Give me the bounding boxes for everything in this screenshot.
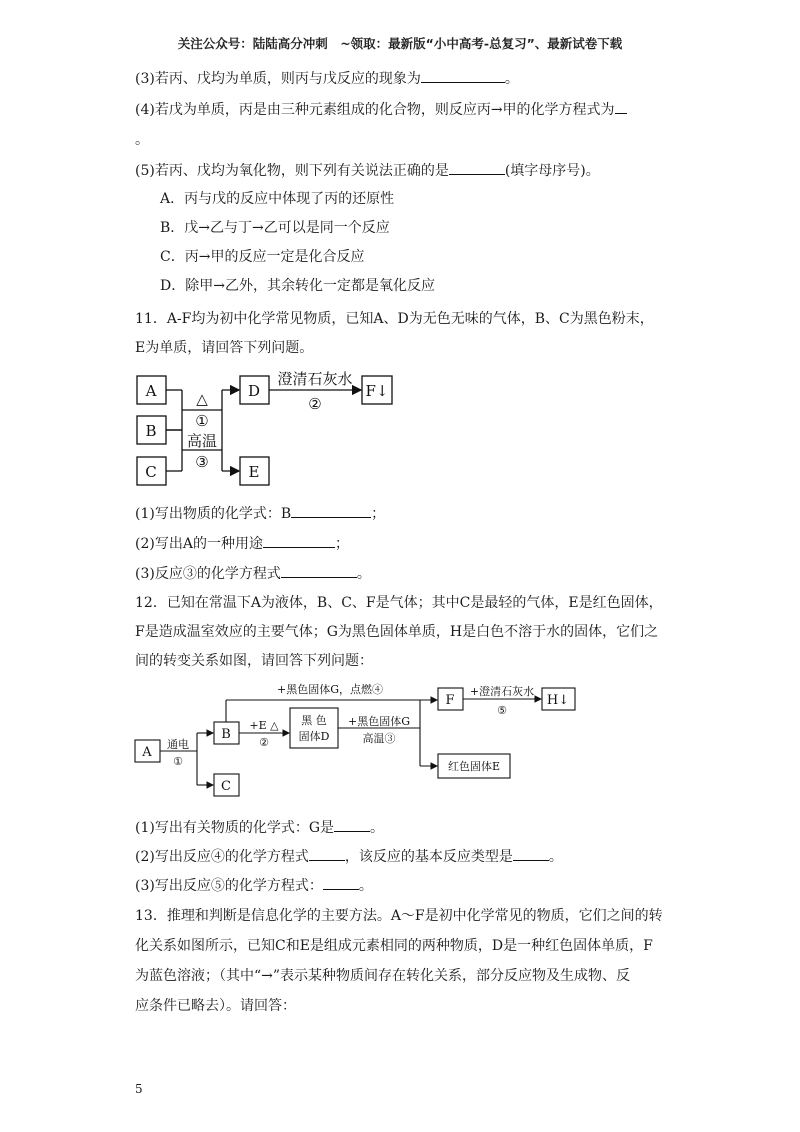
q12-stem-line1: 12．已知在常温下A为液体，B、C、F是气体；其中C是最轻的气体，E是红色固体， — [135, 595, 663, 611]
answer-blank[interactable] — [263, 533, 335, 548]
q12-label-b: B — [221, 727, 231, 742]
q11-label-e: E — [248, 463, 260, 481]
q12-label-d-line2: 固体D — [298, 730, 330, 743]
q12-step1: ① — [173, 755, 183, 768]
q11-part3-text: (3)反应③的化学方程式 — [135, 566, 281, 582]
q10-option-b: B．戊→乙与丁→乙可以是同一个反应 — [160, 220, 390, 236]
q12-label-c: C — [221, 779, 231, 794]
q13-stem-line2: 化关系如图所示，已知C和E是组成元素相同的两种物质，D是一种红色固体单质，F — [135, 938, 653, 954]
answer-blank[interactable] — [421, 68, 505, 83]
q12-label-d-line1: 黑 色 — [301, 714, 327, 727]
q11-diagram — [130, 366, 400, 492]
answer-blank[interactable] — [615, 99, 627, 114]
q11-part3 — [135, 563, 371, 584]
q10-option-d: D．除甲→乙外，其余转化一定都是氧化反应 — [160, 278, 435, 294]
q10-part4-text: (4)若戊为单质，丙是由三种元素组成的化合物，则反应丙→甲的化学方程式为 — [135, 102, 615, 118]
q12-stem-line3: 间的转变关系如图，请回答下列问题： — [135, 653, 373, 669]
q12-part2-end: 。 — [548, 849, 563, 865]
q12-part1 — [135, 817, 384, 838]
q12-high-temp: 高温③ — [362, 732, 396, 745]
q11-part3-end: 。 — [356, 566, 371, 582]
answer-blank[interactable] — [323, 875, 359, 890]
q10-part5-text: (5)若丙、戊均为氧化物，则下列有关说法正确的是 — [135, 163, 449, 179]
answer-blank[interactable] — [281, 563, 357, 578]
q10-part5-end: (填字母序号)。 — [504, 163, 600, 179]
answer-blank[interactable] — [291, 503, 371, 518]
q12-electrolysis: 通电 — [167, 738, 189, 751]
q11-label-b: B — [145, 422, 157, 440]
q12-label-h: H↓ — [546, 693, 570, 708]
answer-blank[interactable] — [334, 817, 370, 832]
q11-label-d: D — [247, 382, 261, 400]
q11-label-c: C — [145, 463, 157, 481]
q12-label-a: A — [142, 745, 152, 760]
q12-diagram — [130, 678, 590, 802]
answer-blank[interactable] — [309, 846, 345, 861]
q11-high-temp: 高温 — [186, 432, 218, 450]
q12-plus-e: +E △ — [249, 719, 279, 732]
q10-option-c: C．丙→甲的反应一定是化合反应 — [160, 249, 365, 265]
q12-plus-g: +黑色固体G — [347, 715, 411, 728]
q10-part3-end: 。 — [504, 71, 519, 87]
q12-top-label: +黑色固体G，点燃④ — [276, 683, 384, 696]
page-number: 5 — [135, 1082, 143, 1096]
q13-stem-line4: 应条件已略去）。请回答： — [135, 998, 296, 1014]
q12-label-f: F — [445, 693, 455, 708]
answer-blank[interactable] — [513, 846, 549, 861]
q11-part2-end: ； — [334, 536, 349, 552]
q12-step2: ② — [259, 736, 269, 749]
q11-stem-line1: 11．A-F均为初中化学常见物质，已知A、D为无色无味的气体，B、C为黑色粉末， — [135, 311, 654, 327]
q13-stem-line1: 13．推理和判断是信息化学的主要方法。A～F是初中化学常见的物质，它们之间的转 — [135, 908, 663, 924]
q11-label-f: F↓ — [365, 382, 389, 400]
q11-heat: △ — [196, 390, 208, 408]
q11-stem-line2: E为单质，请回答下列问题。 — [135, 340, 314, 356]
q11-limewater: 澄清石灰水 — [277, 370, 353, 388]
q12-limewater: +澄清石灰水 — [469, 685, 535, 698]
q12-part3-text: (3)写出反应⑤的化学方程式： — [135, 878, 323, 894]
q12-part1-end: 。 — [370, 820, 385, 836]
q10-part4 — [135, 99, 627, 120]
q11-part1-end: ； — [371, 506, 386, 522]
q10-part5 — [135, 160, 600, 181]
q10-option-a: A．丙与戊的反应中体现了丙的还原性 — [160, 191, 395, 207]
q11-step3: ③ — [195, 453, 209, 471]
q11-part1-text: (1)写出物质的化学式：B — [135, 506, 292, 522]
q12-label-e: 红色固体E — [447, 760, 501, 773]
q11-part1 — [135, 503, 385, 524]
q12-part2-text: (2)写出反应④的化学方程式 — [135, 849, 309, 865]
q12-part1-text: (1)写出有关物质的化学式：G是 — [135, 820, 335, 836]
q11-step1: ① — [195, 412, 209, 430]
q12-part3 — [135, 875, 373, 896]
q11-part2-text: (2)写出A的一种用途 — [135, 536, 263, 552]
q12-step5: ⑤ — [497, 704, 507, 717]
q12-part2-mid: ，该反应的基本反应类型是 — [344, 849, 513, 865]
answer-blank[interactable] — [449, 160, 505, 175]
q10-part3 — [135, 68, 519, 89]
q11-label-a: A — [145, 382, 157, 400]
page-header: 关注公众号：陆陆高分冲刺 ~领取：最新版“小中高考-总复习”、最新试卷下载 — [177, 36, 623, 51]
q11-step2: ② — [308, 395, 322, 413]
q13-stem-line3: 为蓝色溶液；（其中“→”表示某种物质间存在转化关系，部分反应物及生成物、反 — [135, 968, 631, 984]
q10-part4-end: 。 — [135, 132, 149, 148]
q12-stem-line2: F是造成温室效应的主要气体；G为黑色固体单质，H是白色不溶于水的固体，它们之 — [135, 624, 659, 640]
q12-part3-end: 。 — [358, 878, 373, 894]
q10-part3-text: (3)若丙、戊均为单质，则丙与戊反应的现象为 — [135, 71, 421, 87]
q11-part2 — [135, 533, 349, 554]
q12-part2 — [135, 846, 563, 867]
